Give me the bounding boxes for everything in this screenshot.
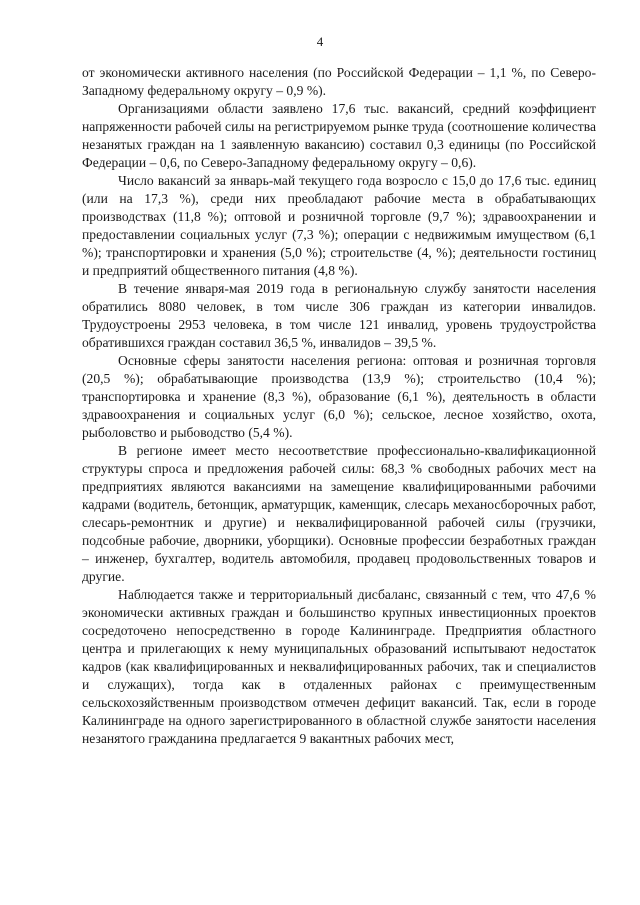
paragraph-2: Организациями области заявлено 17,6 тыс. вакансий, средний коэффициент напряженности рабочей силы на регистрируемом рынке труда (соотношение количества незанятых граждан на 1 заявленную вакансию) составил 0,3 единицы (по Российской Федерации – 0,6, по Северо-Западному федеральному округу – 0,6).	[82, 101, 596, 170]
paragraph-3: Число вакансий за январь-май текущего года возросло с 15,0 до 17,6 тыс. единиц (или на 17,3 %), среди них преобладают рабочие места в обрабатывающих производствах (11,8 %); оптовой и розничной торговле (9,7 %); здравоохранении и предоставлении социальных услуг (7,3 %); операции с недвижимым имуществом (6,1 %); транспортировки и хранения (5,0 %); строительстве (4, %); деятельности гостиниц и предприятий общественного питания (4,8 %).	[82, 173, 596, 278]
page-number: 4	[316, 34, 324, 49]
body-text	[82, 64, 596, 748]
paragraph-6: В регионе имеет место несоответствие профессионально-квалификационной структуры спроса и предложения рабочей силы: 68,3 % свободных рабочих мест на предприятиях являются вакансиями на замещение квалифицированными рабочими кадрами (водитель, бетонщик, арматурщик, каменщик, слесарь механосборочных работ, слесарь-ремонтник и другие) и неквалифицированной рабочей силы (грузчики, подсобные рабочие, дворники, уборщики). Основные профессии безработных граждан – инженер, бухгалтер, водитель автомобиля, продавец продовольственных товаров и другие.	[82, 443, 596, 584]
paragraph-1: от экономически активного населения (по Российской Федерации – 1,1 %, по Северо-Западному федеральному округу – 0,9 %).	[82, 65, 596, 98]
paragraph-5: Основные сферы занятости населения региона: оптовая и розничная торговля (20,5 %); обрабатывающие производства (13,9 %); строительство (10,4 %); транспортировка и хранение (8,3 %), образование (6,1 %), деятельность в области здравоохранения и социальных услуг (6,0 %); сельское, лесное хозяйство, охота, рыболовство и рыбоводство (5,4 %).	[82, 353, 596, 440]
paragraph-7: Наблюдается также и территориальный дисбаланс, связанный с тем, что 47,6 % экономически активных граждан и большинство крупных инвестиционных проектов сосредоточено непосредственно в городе Калининграде. Предприятия областного центра и прилегающих к нему муниципальных образований испытывают недостаток кадров (как квалифицированных и неквалифицированных рабочих, так и специалистов и служащих), тогда как в отдаленных районах с преимущественным сельскохозяйственным производством отмечен дефицит вакансий. Так, если в городе Калининграде на одного зарегистрированного в областной службе занятости населения незанятого гражданина предлагается 9 вакантных рабочих мест,	[82, 587, 596, 746]
paragraph-4: В течение января-мая 2019 года в региональную службу занятости населения обратились 8080 человек, в том числе 306 граждан из категории инвалидов. Трудоустроены 2953 человека, в том числе 121 инвалид, уровень трудоустройства обратившихся граждан составил 36,5 %, инвалидов – 39,5 %.	[82, 281, 596, 350]
